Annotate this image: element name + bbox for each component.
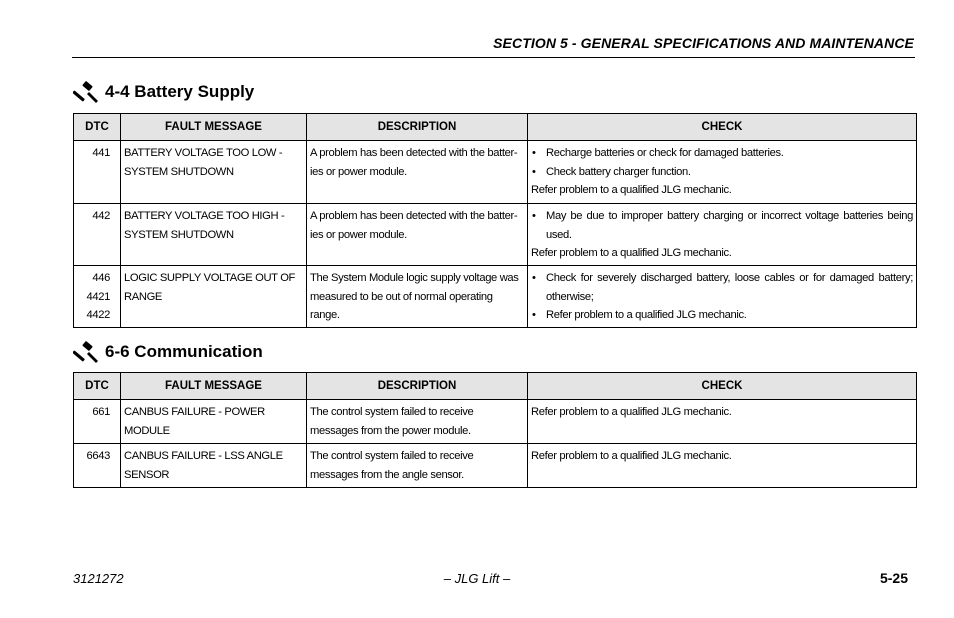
section-heading-text: 6-6 Communication: [105, 342, 263, 361]
check-bullet: • Check for severely discharged battery, loose cables or for damaged battery; otherwise;: [531, 269, 913, 306]
table-header-row: [74, 373, 917, 400]
column-header-check: CHECK: [528, 114, 917, 141]
description-cell: The control system failed to receive messages from the angle sensor.: [307, 444, 528, 488]
fault-message-cell: LOGIC SUPPLY VOLTAGE OUT OF RANGE: [121, 266, 307, 328]
fault-message-cell: CANBUS FAILURE - LSS ANGLE SENSOR: [121, 444, 307, 488]
dtc-code: 661: [92, 406, 110, 418]
table-header-row: [74, 114, 917, 141]
column-header-fault-message: FAULT MESSAGE: [121, 114, 307, 141]
section-header-title: SECTION 5 - GENERAL SPECIFICATIONS AND MAINTENANCE: [493, 35, 914, 51]
check-bullet: • Recharge batteries or check for damaged batteries.: [531, 144, 913, 163]
fault-message-cell: CANBUS FAILURE - POWER MODULE: [121, 400, 307, 444]
dtc-code: 4422: [86, 309, 110, 321]
header-divider: [72, 57, 915, 58]
dtc-code: 4421: [86, 290, 110, 303]
table-row: [74, 141, 917, 204]
dtc-code: 446: [92, 272, 110, 284]
footer-publisher: – JLG Lift –: [443, 571, 511, 586]
description-cell: The System Module logic supply voltage was measured to be out of normal operating range.: [307, 266, 528, 328]
check-note: Refer problem to a qualified JLG mechanic.: [531, 184, 732, 196]
check-list: [531, 207, 913, 244]
table-row: [74, 400, 917, 444]
check-list: [531, 144, 913, 181]
table-row: [74, 266, 917, 328]
check-cell: [528, 204, 917, 266]
check-note: Refer problem to a qualified JLG mechanic.: [531, 406, 732, 418]
dtc-code: 441: [92, 147, 110, 159]
column-header-check: CHECK: [528, 373, 917, 400]
section-heading-battery-supply: [73, 81, 254, 103]
check-cell: [528, 266, 917, 328]
fault-message-cell: BATTERY VOLTAGE TOO LOW - SYSTEM SHUTDOWN: [121, 141, 307, 204]
description-cell: The control system failed to receive messages from the power module.: [307, 400, 528, 444]
check-note: Refer problem to a qualified JLG mechanic.: [531, 450, 732, 462]
fault-table-battery-supply: [73, 113, 917, 328]
check-cell: [528, 444, 917, 488]
hammer-icon: [73, 81, 99, 103]
column-header-fault-message: FAULT MESSAGE: [121, 373, 307, 400]
dtc-cell: [74, 400, 121, 444]
dtc-code: 442: [92, 210, 110, 222]
table-row: [74, 204, 917, 266]
column-header-dtc: DTC: [74, 114, 121, 141]
check-bullet: • Refer problem to a qualified JLG mechanic.: [531, 306, 913, 325]
dtc-cell: [74, 266, 121, 328]
table-row: [74, 444, 917, 488]
column-header-description: DESCRIPTION: [307, 373, 528, 400]
dtc-code: 6643: [86, 450, 110, 462]
check-cell: [528, 141, 917, 204]
dtc-cell: [74, 141, 121, 204]
check-note: Refer problem to a qualified JLG mechanic.: [531, 247, 732, 259]
section-heading-text: 4-4 Battery Supply: [105, 82, 255, 101]
fault-table-communication: [73, 372, 917, 488]
footer-doc-number: 3121272: [73, 571, 124, 586]
column-header-dtc: DTC: [74, 373, 121, 400]
hammer-icon: [73, 341, 99, 363]
check-cell: [528, 400, 917, 444]
description-cell: A problem has been detected with the batter-ies or power module.: [307, 204, 528, 266]
check-bullet: • May be due to improper battery charging or incorrect voltage batteries being used.: [531, 207, 913, 244]
column-header-description: DESCRIPTION: [307, 114, 528, 141]
description-cell: A problem has been detected with the batter-ies or power module.: [307, 141, 528, 204]
check-list: [531, 269, 913, 325]
dtc-cell: [74, 204, 121, 266]
fault-message-cell: BATTERY VOLTAGE TOO HIGH - SYSTEM SHUTDOWN: [121, 204, 307, 266]
footer-page-number: 5-25: [879, 570, 908, 586]
dtc-cell: [74, 444, 121, 488]
check-bullet: • Check battery charger function.: [531, 163, 913, 182]
section-heading-communication: [73, 341, 263, 363]
